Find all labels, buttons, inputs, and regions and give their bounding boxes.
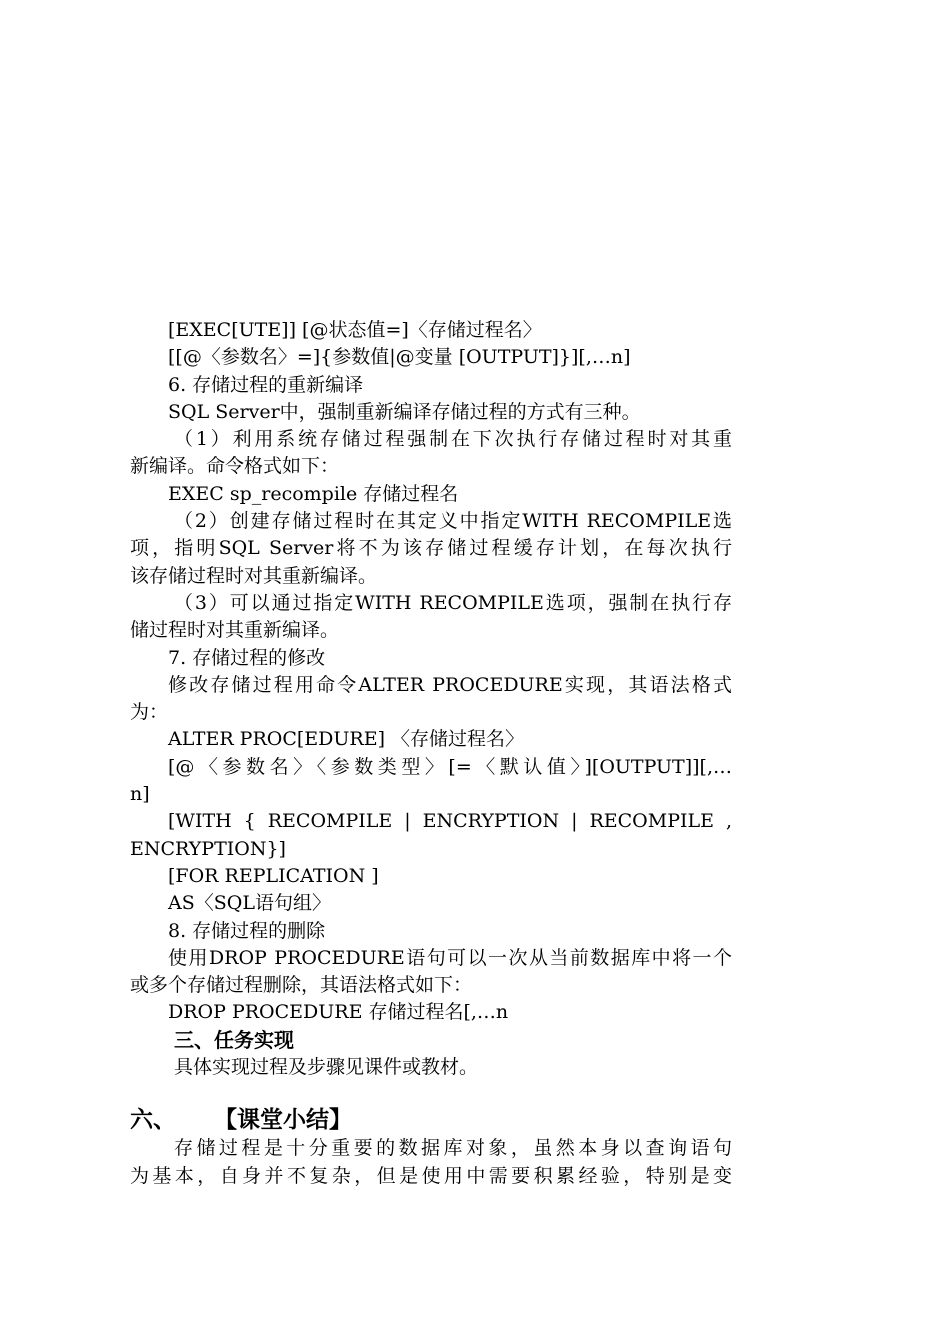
paragraph-line: SQL Server中，强制重新编译存储过程的方式有三种。: [168, 400, 641, 423]
paragraph-line: 该存储过程时对其重新编译。: [130, 564, 378, 587]
code-line: ALTER PROC[EDURE] 〈存储过程名〉: [168, 728, 525, 751]
subheading-recompile: 6. 存储过程的重新编译: [168, 373, 364, 396]
summary-line: 存储过程是十分重要的数据库对象，虽然本身以查询语句: [174, 1137, 732, 1160]
paragraph-line: 或多个存储过程删除，其语法格式如下：: [130, 974, 473, 997]
paragraph-line: 储过程时对其重新编译。: [130, 619, 340, 642]
paragraph-line: 新编译。命令格式如下：: [130, 455, 340, 478]
subheading-alter: 7. 存储过程的修改: [168, 646, 326, 669]
code-line: AS〈SQL语句组〉: [168, 892, 331, 915]
paragraph-line: （1）利用系统存储过程强制在下次执行存储过程时对其重: [174, 428, 732, 451]
section-six-title: 【课堂小结】: [214, 1107, 352, 1134]
paragraph-line: 修改存储过程用命令ALTER PROCEDURE实现，其语法格式: [168, 673, 732, 696]
code-line: [@〈参数名〉〈参数类型〉[=〈默认值〉][OUTPUT]][,…: [168, 755, 732, 778]
subheading-drop: 8. 存储过程的删除: [168, 919, 326, 942]
paragraph-line: （2）创建存储过程时在其定义中指定WITH RECOMPILE选: [174, 510, 732, 533]
exec-syntax-line-1: [EXEC[UTE]] [@状态值=]〈存储过程名〉: [168, 319, 542, 341]
code-line: n]: [130, 783, 150, 806]
code-line: [FOR REPLICATION ]: [168, 864, 379, 887]
document-body: [130, 317, 732, 1190]
paragraph-line: 为：: [130, 701, 169, 724]
section-six-heading: [130, 1105, 732, 1135]
code-line: ENCRYPTION}]: [130, 837, 286, 860]
paragraph-line: （3）可以通过指定WITH RECOMPILE选项，强制在执行存: [174, 591, 732, 614]
task-heading: 三、任务实现: [174, 1027, 294, 1052]
code-line: [WITH { RECOMPILE | ENCRYPTION | RECOMPILE ,: [168, 810, 732, 833]
code-line: DROP PROCEDURE 存储过程名[,…n: [168, 1001, 509, 1024]
code-line: EXEC sp_recompile 存储过程名: [168, 482, 459, 505]
section-six-number: 六、: [130, 1107, 176, 1134]
paragraph-line: 使用DROP PROCEDURE语句可以一次从当前数据库中将一个: [168, 946, 732, 969]
summary-line: 为基本，自身并不复杂，但是使用中需要积累经验，特别是变: [130, 1164, 732, 1187]
task-text: 具体实现过程及步骤见课件或教材。: [174, 1056, 479, 1079]
exec-syntax-line-2: [[@〈参数名〉=]{参数值|@变量 [OUTPUT]}][,…n]: [168, 346, 631, 369]
paragraph-line: 项，指明SQL Server将不为该存储过程缓存计划，在每次执行: [130, 537, 732, 560]
